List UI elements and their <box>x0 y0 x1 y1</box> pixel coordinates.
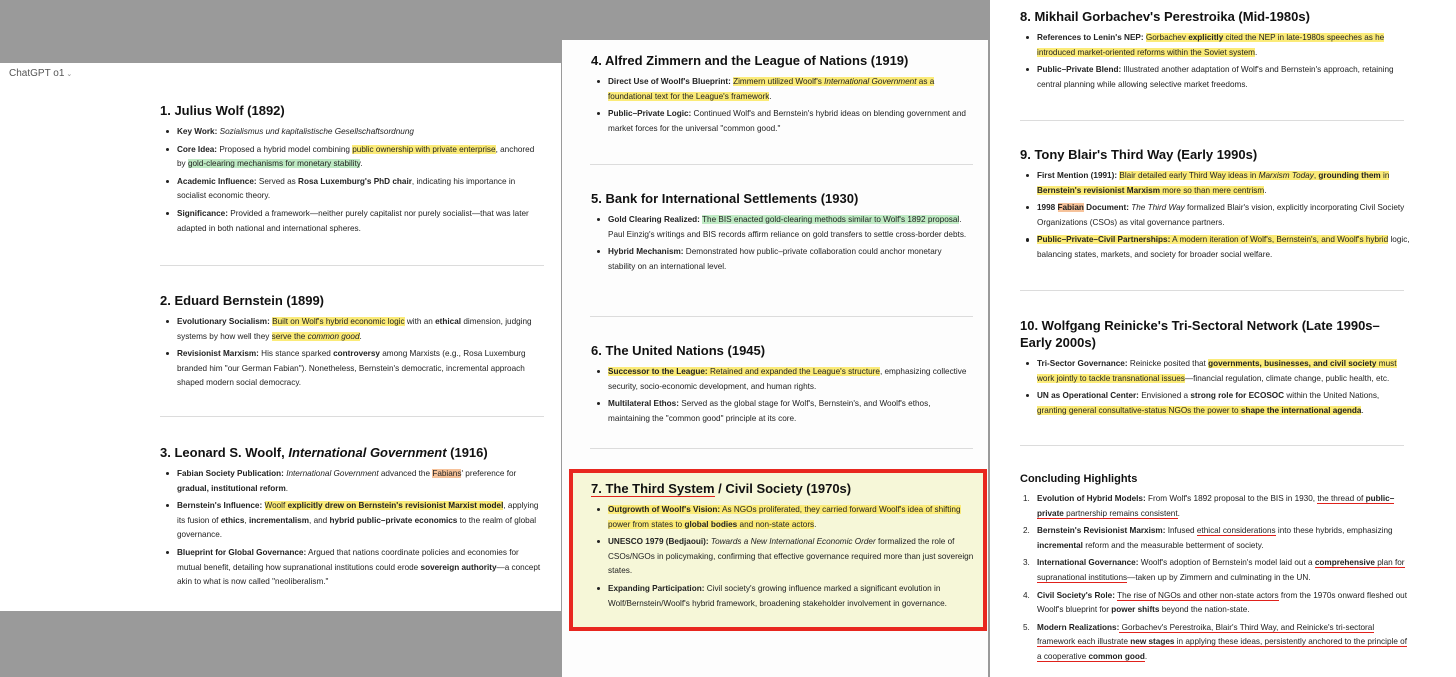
underlined-bold: common good <box>1088 651 1145 661</box>
bullet-text: —financial regulation, climate change, public health, etc. <box>1184 373 1390 383</box>
divider <box>590 448 973 449</box>
section-heading <box>160 444 545 461</box>
section-heading: 6. The United Nations (1945) <box>591 343 766 358</box>
bullet-text: , anchored by <box>177 144 535 169</box>
list-item <box>1020 233 1410 262</box>
bullet-text: . <box>814 519 817 529</box>
underlined-text-part: in applying these ideas, persistently anchored to the principle of a cooperative <box>1037 637 1407 661</box>
bullet-label: Tri-Sector Governance: <box>1037 359 1128 368</box>
list-item <box>1020 357 1410 386</box>
bold-text: incrementalism <box>248 515 310 525</box>
list-item <box>591 107 971 136</box>
bold-text: incremental <box>1037 540 1083 550</box>
bullet-text: from the 1970s onward fleshed out Woolf's blueprint for <box>1037 590 1407 615</box>
underlined-text-part: Gorbachev's Perestroika, Blair's Third Way, and Reinicke's tri-sectoral framework each illustrate <box>1037 622 1375 647</box>
section-leonard-woolf <box>160 444 545 593</box>
section-heading: 10. Wolfgang Reinicke's Tri-Sectoral Network (Late 1990s–Early 2000s) <box>1020 318 1380 350</box>
section-heading: 9. Tony Blair's Third Way (Early 1990s) <box>1020 147 1258 162</box>
italic-text: The Third Way <box>1131 203 1185 213</box>
bullet-text: . <box>359 331 362 341</box>
bold-text: power shifts <box>1111 605 1160 615</box>
bullet-text: . <box>360 159 363 169</box>
bullet-text: reform and the measurable betterment of society. <box>1082 540 1264 550</box>
highlighted-text: public ownership with private enterprise <box>352 144 496 154</box>
highlighted-text-part: granting general consultative-status NGOs the power to <box>1037 405 1241 415</box>
italic-text: Towards a New International Economic Order <box>710 537 876 547</box>
highlighted-text-part: more so than mere centrism <box>1160 185 1265 195</box>
bullet-text: to the realm of global governance. <box>177 515 537 540</box>
bullet-label: UNESCO 1979 (Bedjaoui): <box>608 537 709 547</box>
section-heading: 1. Julius Wolf (1892) <box>160 103 285 118</box>
section-bis <box>591 190 971 277</box>
list-item <box>160 546 545 590</box>
list-item <box>591 535 976 579</box>
divider <box>1020 445 1404 446</box>
highlighted-text-part: cited the NEP in late-1980s speeches as he introduced market-oriented reforms within the Soviet system <box>1037 33 1385 57</box>
divider <box>590 316 973 317</box>
bullet-text: . <box>1361 405 1364 415</box>
bullet-label: Evolution of Hybrid Models: <box>1037 494 1146 503</box>
list-number: 1. <box>1023 494 1030 503</box>
section-heading: Concluding Highlights <box>1020 473 1138 485</box>
list-item <box>160 175 545 204</box>
list-item <box>591 397 971 426</box>
highlighted-italic: common good <box>307 331 360 341</box>
highlighted-text-part: As NGOs proliferated, they carried forward Woolf's idea of shifting power from states to <box>608 505 961 529</box>
heading-part: 3. Leonard S. Woolf, <box>160 445 289 460</box>
highlighted-text <box>1037 235 1388 244</box>
bullet-label: Evolutionary Socialism: <box>177 317 270 326</box>
heading-italic: International Government <box>288 445 447 460</box>
divider <box>1020 120 1404 121</box>
highlighted-text <box>265 501 504 510</box>
bullet-label: Key Work: <box>177 127 218 136</box>
bullet-text: . <box>1254 47 1258 57</box>
bullet-label: Civil Society's Role: <box>1037 590 1115 600</box>
list-item <box>160 467 545 496</box>
list-number: 5. <box>1023 622 1030 632</box>
bullet-label: Public–Private–Civil Partnerships: <box>1037 235 1171 245</box>
bullet-text: dimension, judging systems by how well they <box>177 317 532 341</box>
bullet-text: logic, balancing states, markets, and society for broader social welfare. <box>1037 235 1410 259</box>
section-heading <box>591 480 976 497</box>
section-heading: 5. Bank for International Settlements (1930) <box>591 191 859 206</box>
highlighted-text <box>608 367 880 376</box>
list-item <box>1020 169 1410 198</box>
bullet-text: , indicating his importance in socialist economic theory. <box>177 176 516 201</box>
bullet-label: International Governance: <box>1037 558 1139 568</box>
list-item <box>591 75 971 104</box>
bullet-text: . <box>285 483 289 493</box>
bullet-label: Revisionist Marxism: <box>177 349 259 359</box>
highlighted-bold: explicitly drew on Bernstein's revisionist Marxist model <box>287 501 504 511</box>
bullet-label: Expanding Participation: <box>608 583 705 593</box>
highlighted-text-part: , <box>1313 171 1319 180</box>
bullet-text: . <box>1144 651 1148 661</box>
bullet-text: ' preference for <box>461 469 517 478</box>
highlighted-text-part: serve the <box>271 331 308 341</box>
bullet-label: References to Lenin's NEP: <box>1037 33 1144 42</box>
underlined-bold: comprehensive <box>1314 558 1375 568</box>
bullet-text: . <box>1177 508 1180 518</box>
highlighted-text-part: as a foundational text for the League's framework <box>608 77 935 101</box>
underlined-bold: new stages <box>1130 637 1175 647</box>
bullet-text: Proposed a hybrid model combining <box>217 144 353 154</box>
bold-text: sovereign authority <box>420 562 497 572</box>
list-item <box>1020 492 1410 521</box>
bold-text: ethical <box>435 317 462 326</box>
list-item <box>591 213 971 242</box>
bullet-text: formalized Blair's vision, explicitly incorporating Civil Society Organizations (CSOs) as vital governance partners. <box>1037 203 1405 227</box>
highlighted-text-part: Woolf <box>264 501 288 511</box>
highlighted-text <box>608 505 961 529</box>
list-item <box>591 582 976 611</box>
bullet-text: From Wolf's 1892 proposal to the BIS in 1930, <box>1145 494 1318 503</box>
bullet-text: with an <box>404 317 436 326</box>
bullet-label: Gold Clearing Realized: <box>608 215 700 224</box>
bullet-label: Fabian Society Publication: <box>177 469 284 478</box>
bullet-label: Bernstein's Influence: <box>177 501 263 511</box>
bold-text: gradual, institutional reform <box>177 483 286 493</box>
bullet-label: Academic Influence: <box>177 176 257 186</box>
bullet-text: Argued that nations coordinate policies and economies for mutual benefit, detailing how supranational institutions could erode <box>177 547 519 572</box>
bullet-text: Demonstrated how public–private collaboration could anchor monetary stability on an international level. <box>608 247 942 271</box>
section-third-system <box>591 480 976 614</box>
bullet-label: Core Idea: <box>177 144 218 154</box>
list-item <box>1020 524 1410 553</box>
bullet-text: Served as <box>256 176 299 186</box>
bullet-label: Significance: <box>177 208 228 218</box>
bullet-label: Hybrid Mechanism: <box>608 247 684 257</box>
divider <box>160 416 544 417</box>
underlined-heading-part: 7. The Third System <box>591 481 715 496</box>
highlighted-text-part: Blair detailed early Third Way ideas in <box>1119 171 1259 180</box>
bullet-text: . <box>769 91 772 101</box>
bullet-text: . Paul Einzig's writings and BIS records affirm reliance on gold transfers to settle cross-border debts. <box>608 215 967 239</box>
left-screenshot-panel <box>0 63 561 611</box>
bullet-label: Direct Use of Woolf's Blueprint: <box>608 77 731 86</box>
list-item <box>1020 389 1410 418</box>
app-title-text: ChatGPT o1 <box>9 68 65 79</box>
section-gorbachev <box>1020 8 1410 95</box>
bullet-text: , applying its fusion of <box>177 501 539 525</box>
bold-text: hybrid public–private economics <box>329 515 458 525</box>
section-julius-wolf <box>160 102 545 239</box>
highlighted-text: Fabians <box>432 469 462 478</box>
bullet-label: First Mention (1991): <box>1037 171 1118 180</box>
bullet-label: UN as Operational Center: <box>1037 391 1139 401</box>
highlighted-italic: Marxism Today <box>1258 171 1314 180</box>
divider <box>160 265 544 266</box>
underlined-text-part: partnership remains consistent <box>1063 508 1178 518</box>
list-number: 3. <box>1023 558 1030 568</box>
divider <box>590 164 973 165</box>
italic-text: International Government <box>286 469 379 478</box>
list-item <box>1020 31 1410 60</box>
bullet-text: advanced the <box>378 469 433 478</box>
highlighted-text-part: A modern iteration of Wolf's, Bernstein's, and Woolf's hybrid <box>1172 235 1389 245</box>
highlighted-bold: governments, businesses, and civil society <box>1208 359 1377 368</box>
bullet-text: Illustrated another adaptation of Wolf's and Bernstein's approach, retaining central planning while allowing selective market freedoms. <box>1037 65 1394 89</box>
bullet-text: Infused <box>1165 526 1197 536</box>
bullet-text: Sozialismus und kapitalistische Gesellschaftsordnung <box>219 127 414 136</box>
bullet-text: Continued Wolf's and Bernstein's hybrid ideas on blending government and market forces for the universal "common good." <box>608 109 966 133</box>
underlined-text-part: the thread of <box>1317 494 1366 503</box>
highlighted-label: Fabian <box>1057 203 1084 213</box>
list-item <box>1020 589 1410 618</box>
highlighted-italic: International Government <box>824 77 917 86</box>
highlighted-text-part: must work jointly to tackle transnational issues <box>1037 359 1397 383</box>
bullet-label: Outgrowth of Woolf's Vision: <box>608 505 721 514</box>
bullet-label: Multilateral Ethos: <box>608 399 679 409</box>
bullet-label: Successor to the League: <box>608 367 708 376</box>
bullet-text: formalized the role of CSOs/NGOs in policymaking, confirming that effective governance required more than just sovereign states. <box>608 537 974 576</box>
bullet-text: Provided a framework—neither purely capitalist nor purely socialist—that was later adapted in both national and international spheres. <box>177 208 529 233</box>
bullet-text: , and <box>309 515 330 525</box>
list-item <box>591 503 976 532</box>
bullet-text: within the United Nations, <box>1284 391 1380 401</box>
highlighted-bold: shape the international agenda <box>1240 405 1362 415</box>
bullet-label: Public–Private Logic: <box>608 109 692 119</box>
bullet-text: beyond the nation-state. <box>1159 605 1250 615</box>
bullet-text: —taken up by Zimmern and culminating in the UN. <box>1127 572 1311 582</box>
bullet-text: Envisioned a <box>1138 391 1191 401</box>
highlighted-text <box>272 332 360 341</box>
bullet-text: His stance sparked <box>258 349 334 359</box>
bullet-text: into these hybrids, emphasizing <box>1275 526 1393 536</box>
section-concluding-highlights <box>1020 472 1410 668</box>
list-item <box>160 315 545 344</box>
bold-text: ethics <box>220 515 245 525</box>
bullet-text: , <box>244 515 249 525</box>
app-title[interactable] <box>9 68 72 79</box>
list-item <box>160 499 545 543</box>
bullet-label: Blueprint for Global Governance: <box>177 547 307 557</box>
list-item <box>591 245 971 274</box>
list-item <box>160 143 545 172</box>
section-heading: 8. Mikhail Gorbachev's Perestroika (Mid-1980s) <box>1020 9 1310 24</box>
divider <box>1020 290 1404 291</box>
highlighted-bold: Bernstein's revisionist Marxism <box>1037 185 1160 195</box>
highlighted-text-part: Retained and expanded the League's structure <box>709 367 880 376</box>
highlighted-text <box>1037 405 1364 415</box>
highlighted-bold: global bodies <box>684 519 738 529</box>
highlighted-text-part: Gorbachev <box>1145 33 1189 42</box>
list-item <box>591 365 971 394</box>
bullet-text: Reinicke posited that <box>1127 359 1209 368</box>
highlighted-bold: explicitly <box>1188 33 1224 42</box>
section-reinicke <box>1020 317 1410 421</box>
section-united-nations <box>591 342 971 429</box>
highlighted-text-part: and non-state actors <box>737 519 815 529</box>
bullet-label <box>1037 203 1129 212</box>
heading-part: / Civil Society (1970s) <box>714 481 852 496</box>
highlighted-text: The BIS enacted gold-clearing methods similar to Wolf's 1892 proposal <box>702 215 960 224</box>
bullet-text: Civil society's growing influence marked a significant evolution in Wolf/Bernstein/Woolf's hybrid framework, broadening stakeholder involvement in governance. <box>608 583 947 608</box>
highlighted-bold: grounding them <box>1318 171 1381 180</box>
section-alfred-zimmern <box>591 52 971 139</box>
list-item <box>1020 63 1410 92</box>
underlined-text: ethical considerations <box>1196 526 1276 536</box>
section-heading: 4. Alfred Zimmern and the League of Nations (1919) <box>591 53 909 68</box>
underlined-bold: public–private <box>1037 494 1395 518</box>
bold-text: Rosa Luxemburg's PhD chair <box>298 176 412 186</box>
bold-text: strong role for ECOSOC <box>1190 391 1285 401</box>
list-item <box>1020 556 1410 585</box>
bullet-text: Woolf's adoption of Bernstein's model laid out a <box>1138 558 1315 568</box>
label-part: 1998 <box>1037 203 1058 213</box>
bullet-text: —a concept akin to what is now called "neoliberalism." <box>177 562 541 587</box>
bullet-text: among Marxists (e.g., Rosa Luxemburg branded him "our German Fabian"). Nonetheless, Bernstein's democratic, incremental approach shaped modern social democracy. <box>177 349 526 388</box>
chevron-down-icon: ⌄ <box>66 71 73 78</box>
highlighted-text: Built on Wolf's hybrid economic logic <box>272 317 405 326</box>
bullet-text: . <box>1264 185 1267 195</box>
bullet-text: Served as the global stage for Wolf's, Bernstein's, and Woolf's ethos, maintaining the "common good" principle at its core. <box>608 399 931 423</box>
list-item <box>160 207 545 236</box>
section-blair <box>1020 146 1410 266</box>
bullet-label: Public–Private Blend: <box>1037 65 1122 75</box>
bullet-label: Bernstein's Revisionist Marxism: <box>1037 526 1166 536</box>
heading-part: (1916) <box>446 445 488 460</box>
bold-text: controversy <box>333 349 380 359</box>
underlined-text-part: plan for supranational institutions <box>1037 558 1405 582</box>
list-item <box>1020 621 1410 665</box>
list-number: 4. <box>1023 590 1030 600</box>
list-item <box>160 125 545 140</box>
list-item <box>1020 201 1410 230</box>
bullet-text: , emphasizing collective security, socio-economic development, and human rights. <box>608 367 967 391</box>
underlined-text: The rise of NGOs and other non-state actors <box>1117 590 1279 600</box>
label-part: Document: <box>1083 203 1129 213</box>
highlighted-text: gold-clearing mechanisms for monetary stability <box>187 159 361 169</box>
bullet-label: Modern Realizations: <box>1037 622 1120 632</box>
section-eduard-bernstein <box>160 292 545 394</box>
list-item <box>160 347 545 391</box>
highlighted-text-part: Zimmern utilized Woolf's <box>733 77 825 86</box>
list-number: 2. <box>1023 526 1030 536</box>
highlighted-text-part: in <box>1380 171 1390 180</box>
section-heading: 2. Eduard Bernstein (1899) <box>160 293 324 308</box>
right-screenshot-panel <box>990 0 1456 677</box>
